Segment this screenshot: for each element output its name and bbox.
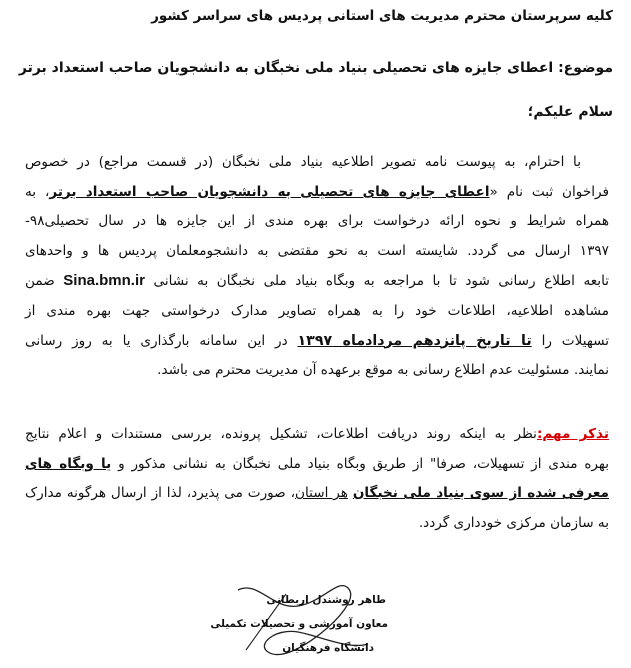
- body-text: ضمن: [25, 273, 55, 290]
- body-line: مشاهده اطلاعیه، اطلاعات خود را به همراه تصاویر مدارک درخواستی جهت بهره مندی از: [25, 302, 609, 319]
- body-line: [25, 327, 609, 357]
- note-line: [25, 420, 609, 450]
- body-line: با احترام، به پیوست نامه تصویر اطلاعیه بنیاد ملی نخبگان (در قسمت مراجع) در خصوص: [25, 154, 581, 170]
- greeting: سلام علیکم؛: [527, 104, 613, 120]
- note-text: ، صورت می پذیرد، لذا از ارسال هرگونه مدارک: [25, 485, 295, 502]
- body-line: ۱۳۹۷ ارسال می گردد. شایسته است به نحو مقتضی به دانشجومعلمان پردیس ها و واحدهای: [25, 242, 609, 259]
- note-line: [25, 450, 609, 480]
- body-line: [25, 266, 609, 297]
- signatory-name: طاهر روشندل اربطانی: [266, 594, 386, 606]
- body-text: تابعه اطلاع رسانی شود تا با مراجعه به وبگاه بنیاد ملی نخبگان به نشانی: [153, 273, 609, 290]
- addressee-line: کلیه سرپرستان محترم مدیریت های استانی پردیس های سراسر کشور: [151, 8, 613, 24]
- note-text: بهره مندی از تسهیلات، صرفا" از طریق وبگاه بنیاد ملی نخبگان به نشانی مذکور و: [111, 455, 609, 472]
- note-underlined: هر استان: [294, 485, 348, 502]
- body-text: در این سامانه بارگذاری یا به روز رسانی: [25, 332, 288, 349]
- letter-body: [25, 148, 609, 386]
- note-line: به سازمان مرکزی خودداری گردد.: [418, 514, 609, 531]
- program-title: اعطای جایزه های تحصیلی به دانشجویان صاحب استعداد برتر: [49, 183, 490, 200]
- note-text: نظر به اینکه روند دریافت اطلاعات، تشکیل پرونده، بررسی مستندات و اعلام نتایج: [25, 426, 537, 442]
- body-line: نمایند. مسئولیت عدم اطلاع رسانی به موقع برعهده آن مدیریت محترم می باشد.: [157, 362, 609, 379]
- note-underlined: معرفی شده از سوی بنیاد ملی نخبگان: [352, 485, 609, 502]
- signatory-org: دانشگاه فرهنگیان: [282, 642, 374, 654]
- body-text: ، به: [25, 183, 50, 200]
- important-note: [25, 420, 609, 538]
- signature-block: [210, 590, 388, 668]
- note-line: [25, 479, 609, 509]
- note-underlined: یا وبگاه های: [25, 455, 112, 472]
- body-text: تسهیلات را: [541, 332, 609, 349]
- body-line: همراه شرایط و نحوه ارائه درخواست برای بهره مندی از این جایزه ها در سال تحصیلی۹۸-: [25, 213, 609, 230]
- body-text: فراخوان ثبت نام «: [489, 183, 610, 200]
- note-label: تذکر مهم:: [536, 426, 609, 442]
- subject-line: موضوع: اعطای جایزه های تحصیلی بنیاد ملی نخبگان به دانشجویان صاحب استعداد برتر: [18, 60, 613, 76]
- body-line: [25, 178, 609, 208]
- website-link[interactable]: Sina.bmn.ir: [63, 272, 145, 290]
- signatory-title: معاون آموزشی و تحصیلات تکمیلی: [210, 618, 388, 630]
- deadline-text: تا تاریخ پانزدهم مردادماه ۱۳۹۷: [297, 332, 532, 349]
